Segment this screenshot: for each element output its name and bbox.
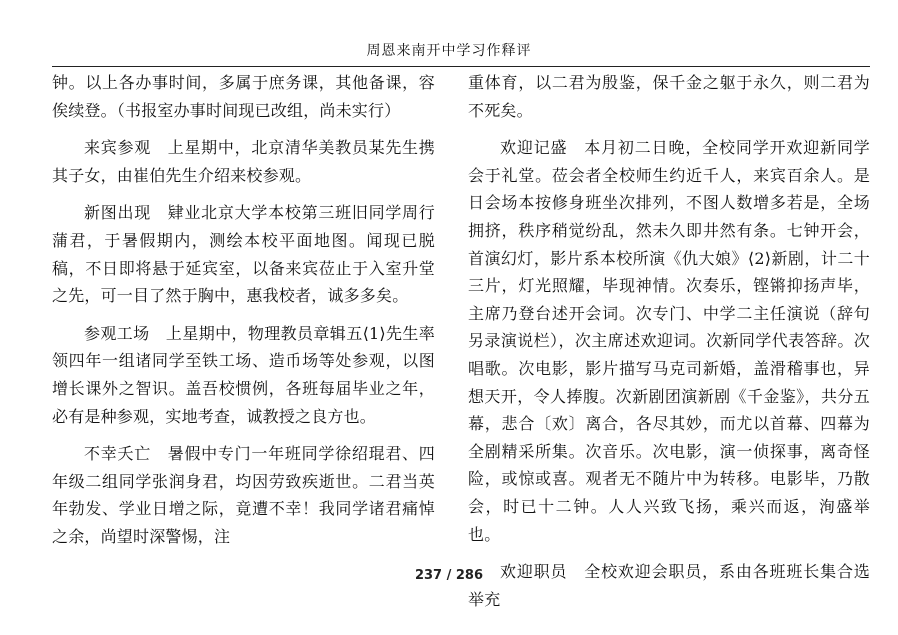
paragraph-factory-visit: 参观工场 上星期中，物理教员章辑五⟨1⟩先生率领四年一组诸同学至铁工场、造币场等处参观，以图增长课外之智识。盖吾校惯例，各班每届毕业之年，必有是种参观，实地考查，诚教授之良方也。 (52, 323, 435, 426)
paragraph-continued-right: 重体育，以二君为殷鉴，保千金之躯于永久，则二君为不死矣。 (468, 73, 870, 120)
running-header: 周恩来南开中学习作释评 (366, 43, 532, 59)
paragraph-continued: 钟。以上各办事时间，多属于庶务课，其他备课，容俟续登。（书报室办事时间现已改组，尚未实行） (52, 73, 435, 120)
page-indicator: 237 / 286 (414, 568, 484, 583)
right-column (468, 69, 870, 613)
paragraph-welcome-party: 欢迎记盛 本月初二日晚，全校同学开欢迎新同学会于礼堂。莅会者全校师生约近千人，来宾百余人。是日会场本按修身班坐次排列，不图人数增多若是，全场拥挤，秩序稍觉纷乱，然未久即井然有条。七钟开会，首演幻灯，影片系本校所演《仇大娘》⟨2⟩新剧，计二十三片，灯光照耀，毕现神情。次奏乐，铿锵抑扬声毕，主席乃登台述开会词。次专门、中学二主任演说（辞句另录演说栏），次主席述欢迎词。次新同学代表答辞。次唱歌。次电影，影片描写马克司新婚，盖滑稽事也，异想天开，令人捧腹。次新剧团演新剧《千金鉴》，共分五幕，悲合〔欢〕离合，各尽其妙，而尤以首幕、四幕为全剧精采所集。次音乐。次电影，演一侦探事，离奇怪险，或惊或喜。观者无不随片中为转移。电影毕，乃散会，时已十二钟。人人兴致飞扬，乘兴而返，洵盛举也。 (468, 138, 870, 544)
paragraph-welcome-staff: 欢迎职员 全校欢迎会职员，系由各班班长集合选举充 (468, 562, 870, 609)
paragraph-new-map: 新图出现 肄业北京大学本校第三班旧同学周行蒲君，于暑假期内，测绘本校平面地图。闻现已脱稿，不日即将悬于延宾室，以备来宾莅止于入室升堂之先，可一目了然于胸中，惠我校者，诚多多矣。 (52, 203, 435, 306)
paragraph-untimely-death: 不幸夭亡 暑假中专门一年班同学徐绍琨君、四年级二组同学张润身君，均因劳致疾逝世。二君当英年勃发、学业日增之际，竟遭不幸！我同学诸君痛悼之余，尚望时深警惕，注 (52, 444, 435, 546)
left-column (52, 69, 435, 551)
header-rule (52, 66, 870, 67)
paragraph-guest-visit: 来宾参观 上星期中，北京清华美教员某先生携其子女，由崔伯先生介绍来校参观。 (52, 138, 435, 185)
